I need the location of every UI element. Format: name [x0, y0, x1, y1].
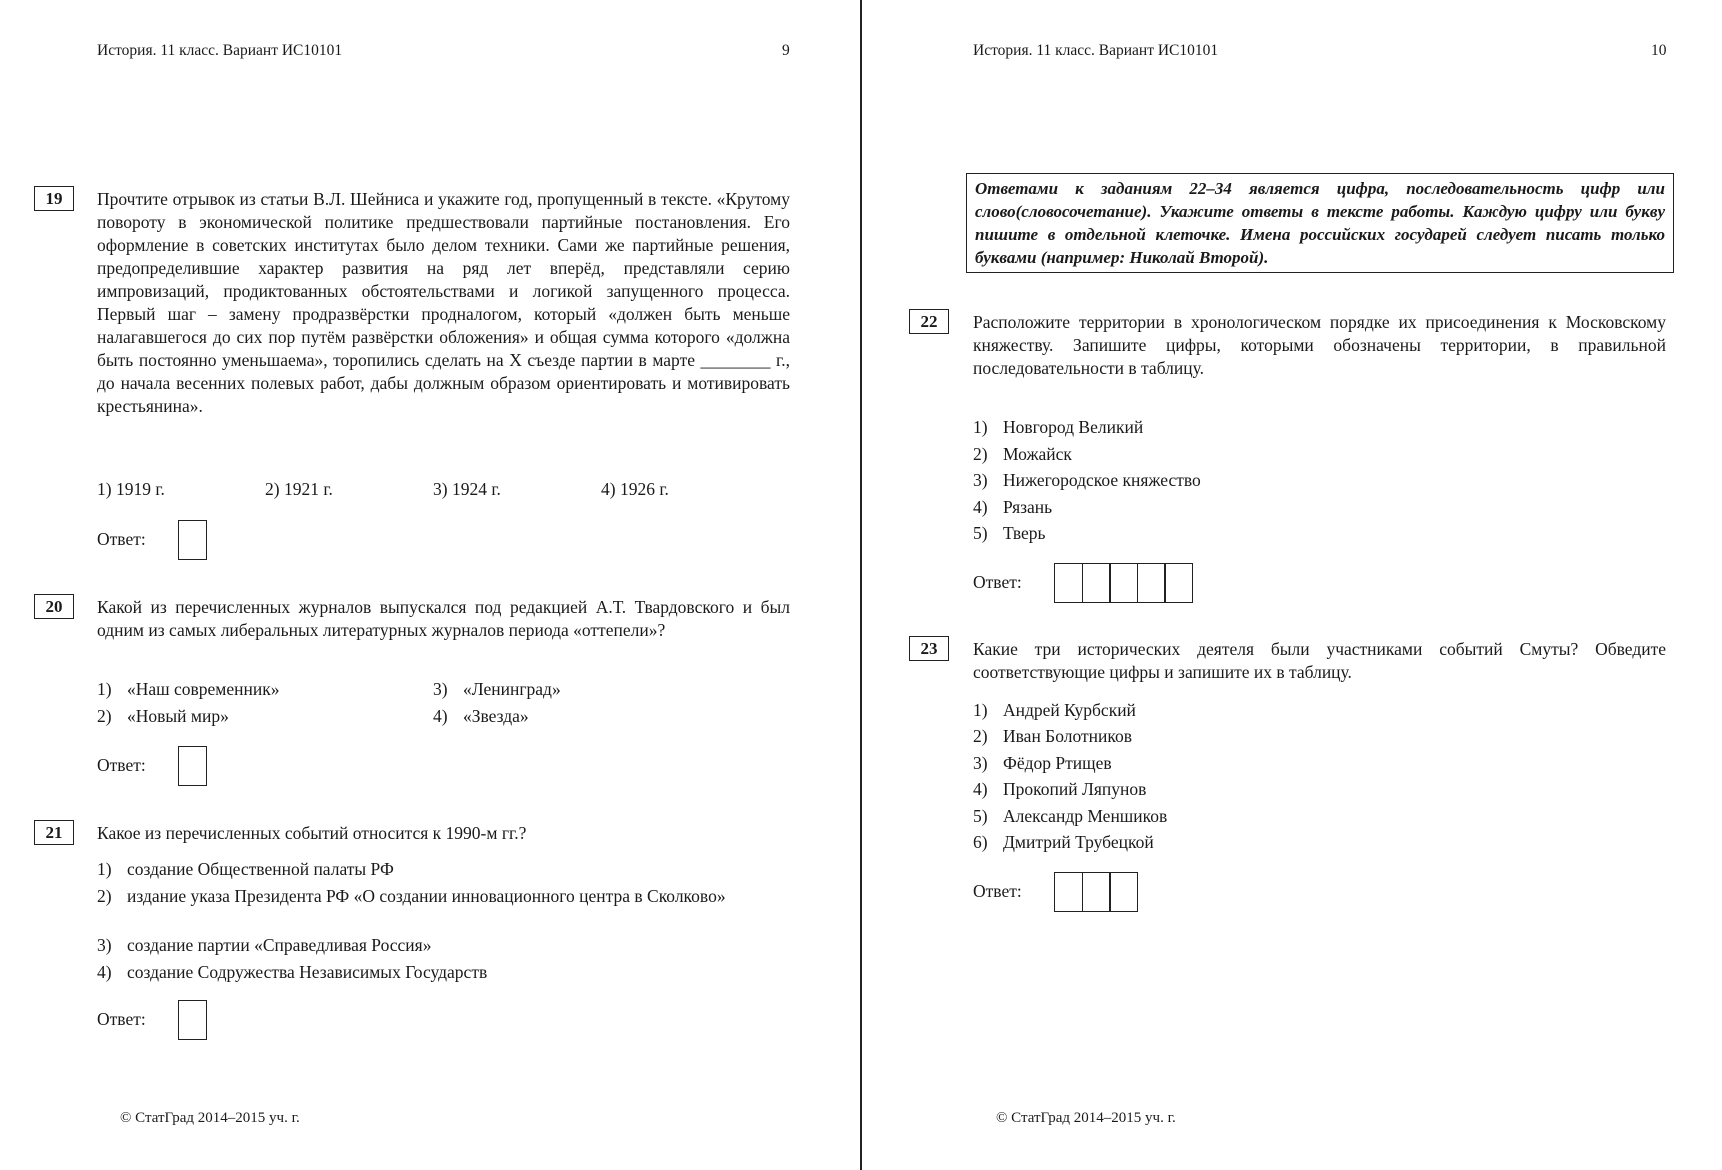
page-footer: © СтатГрад 2014–2015 уч. г. [120, 1110, 300, 1126]
option-text: издание указа Президента РФ «О создании инновационного центра в Сколково» [127, 886, 726, 906]
task-21-option [97, 961, 771, 984]
task-19-option [97, 478, 165, 501]
answer-cells [1054, 872, 1138, 912]
task-19-option [601, 478, 669, 501]
option-number: 2) [97, 886, 112, 906]
task-20-text: Какой из перечисленных журналов выпускался под редакцией А.Т. Твардовского и был одним из самых либеральных литературных журналов периода «оттепели»? [97, 597, 790, 640]
task-20-option [433, 678, 561, 701]
task-number-22: 22 [909, 309, 949, 334]
option-number: 2) [265, 479, 280, 499]
option-number: 4) [973, 779, 988, 799]
option-text: Рязань [1003, 497, 1053, 517]
option-text: создание Общественной палаты РФ [127, 859, 394, 879]
answer-cell[interactable] [1054, 872, 1083, 912]
task-22-text: Расположите территории в хронологическом порядке их присоединения к Московскому княжеству. Запишите цифры, которыми обозначены территории, в правильной последовательности в таблицу. [973, 312, 1666, 378]
task-19-option [433, 478, 501, 501]
answer-label: Ответ: [97, 755, 146, 775]
task-number-19: 19 [34, 186, 74, 211]
page-number: 10 [1651, 42, 1667, 59]
task-22-option [973, 522, 1045, 545]
task-20-answer [97, 746, 297, 786]
option-text: Андрей Курбский [1003, 700, 1136, 720]
answer-label: Ответ: [97, 529, 146, 549]
option-number: 4) [601, 479, 616, 499]
option-text: «Наш современник» [127, 679, 280, 699]
option-text: 1919 г. [115, 479, 165, 499]
option-number: 3) [433, 479, 448, 499]
option-text: Тверь [1003, 523, 1046, 543]
option-number: 2) [973, 726, 988, 746]
task-23-option [973, 831, 1154, 854]
task-23-answer [973, 872, 1173, 912]
option-text: Фёдор Ртищев [1003, 753, 1112, 773]
option-text: «Ленинград» [463, 679, 561, 699]
answer-cell[interactable] [1137, 563, 1166, 603]
option-number: 3) [973, 470, 988, 490]
task-20-option [97, 678, 280, 701]
task-21-option [97, 934, 771, 957]
task-20-option [433, 705, 529, 728]
option-text: 1926 г. [619, 479, 669, 499]
task-22-answer [973, 563, 1233, 603]
task-23-option [973, 805, 1167, 828]
option-number: 5) [973, 523, 988, 543]
answer-cells [178, 520, 207, 560]
answer-cell[interactable] [1109, 872, 1138, 912]
page-header: История. 11 класс. Вариант ИС10101 [973, 42, 1219, 59]
option-text: Прокопий Ляпунов [1003, 779, 1147, 799]
task-20-option [97, 705, 229, 728]
option-number: 3) [973, 753, 988, 773]
page-header: История. 11 класс. Вариант ИС10101 [97, 42, 343, 59]
left-page [0, 0, 860, 1170]
task-21-option [97, 885, 771, 908]
option-text: Иван Болотников [1003, 726, 1133, 746]
option-number: 6) [973, 832, 988, 852]
task-number-21: 21 [34, 820, 74, 845]
task-22-option [973, 416, 1143, 439]
task-19-text: Прочтите отрывок из статьи В.Л. Шейниса и укажите год, пропущенный в тексте. «Крутому повороту в экономической политике предшествовали партийные постановления. Его оформление в советских институтах было делом техники. Сами же партийные решения, предопределившие характер развития на ряд лет вперёд, представляли серию импровизаций, продиктованных обстоятельствами и логикой запущенного процесса. Первый шаг – замену продразвёрстки продналогом, который «должен быть меньше налагавшегося до сих пор путём развёрстки обложения» и общая сумма которого «должна быть постоянно уменьшаема», торопились сделать на X съезде партии в марте ________ г., до начала весенних полевых работ, дабы должным образом ориентировать и мотивировать крестьянина». [97, 189, 790, 416]
answer-cell[interactable] [178, 520, 207, 560]
option-number: 3) [97, 935, 112, 955]
option-text: «Новый мир» [127, 706, 229, 726]
page-divider [860, 0, 862, 1170]
option-number: 1) [97, 859, 112, 879]
option-number: 2) [973, 444, 988, 464]
task-23-option [973, 778, 1146, 801]
option-number: 3) [433, 679, 448, 699]
task-22-option [973, 443, 1072, 466]
option-text: Дмитрий Трубецкой [1003, 832, 1154, 852]
task-21-option [97, 858, 771, 881]
option-text: Александр Меншиков [1003, 806, 1168, 826]
task-23-option [973, 725, 1132, 748]
task-number-23: 23 [909, 636, 949, 661]
answer-cells [178, 1000, 207, 1040]
option-number: 4) [973, 497, 988, 517]
answer-cells [1054, 563, 1193, 603]
option-text: 1921 г. [283, 479, 333, 499]
option-text: Нижегородское княжество [1003, 470, 1201, 490]
task-22-option [973, 469, 1201, 492]
task-22-option [973, 496, 1052, 519]
option-text: 1924 г. [451, 479, 501, 499]
option-number: 5) [973, 806, 988, 826]
option-number: 1) [973, 417, 988, 437]
task-number-20: 20 [34, 594, 74, 619]
task-19-answer [97, 520, 297, 560]
option-number: 4) [97, 962, 112, 982]
answer-cell[interactable] [1054, 563, 1083, 603]
task-23-option [973, 699, 1136, 722]
task-21-answer [97, 1000, 297, 1040]
answer-cells [178, 746, 207, 786]
task-23-option [973, 752, 1112, 775]
answer-cell[interactable] [178, 746, 207, 786]
option-number: 1) [973, 700, 988, 720]
option-text: Можайск [1003, 444, 1072, 464]
option-number: 1) [97, 479, 112, 499]
page-number: 9 [782, 42, 790, 59]
page-footer: © СтатГрад 2014–2015 уч. г. [996, 1110, 1176, 1126]
answer-cell[interactable] [1109, 563, 1138, 603]
answer-label: Ответ: [973, 881, 1022, 901]
task-23-text: Какие три исторических деятеля были участниками событий Смуты? Обведите соответствующие цифры и запишите их в таблицу. [973, 639, 1666, 682]
option-number: 2) [97, 706, 112, 726]
answer-label: Ответ: [97, 1009, 146, 1029]
instructions-notice: Ответами к заданиям 22–34 является цифра, последовательность цифр или слово(словосочетание). Укажите ответы в тексте работы. Каждую цифру или букву пишите в отдельной клеточке. Имена российских государей следует писать только буквами (например: Николай Второй). [966, 173, 1674, 273]
option-text: создание Содружества Независимых Государств [127, 962, 488, 982]
option-number: 1) [97, 679, 112, 699]
option-text: Новгород Великий [1003, 417, 1144, 437]
answer-cell[interactable] [1082, 872, 1111, 912]
option-text: создание партии «Справедливая Россия» [127, 935, 432, 955]
answer-cell[interactable] [1082, 563, 1111, 603]
answer-label: Ответ: [973, 572, 1022, 592]
answer-cell[interactable] [1164, 563, 1193, 603]
task-21-text: Какое из перечисленных событий относится к 1990-м гг.? [97, 823, 527, 843]
answer-cell[interactable] [178, 1000, 207, 1040]
task-19-option [265, 478, 333, 501]
option-text: «Звезда» [463, 706, 529, 726]
option-number: 4) [433, 706, 448, 726]
